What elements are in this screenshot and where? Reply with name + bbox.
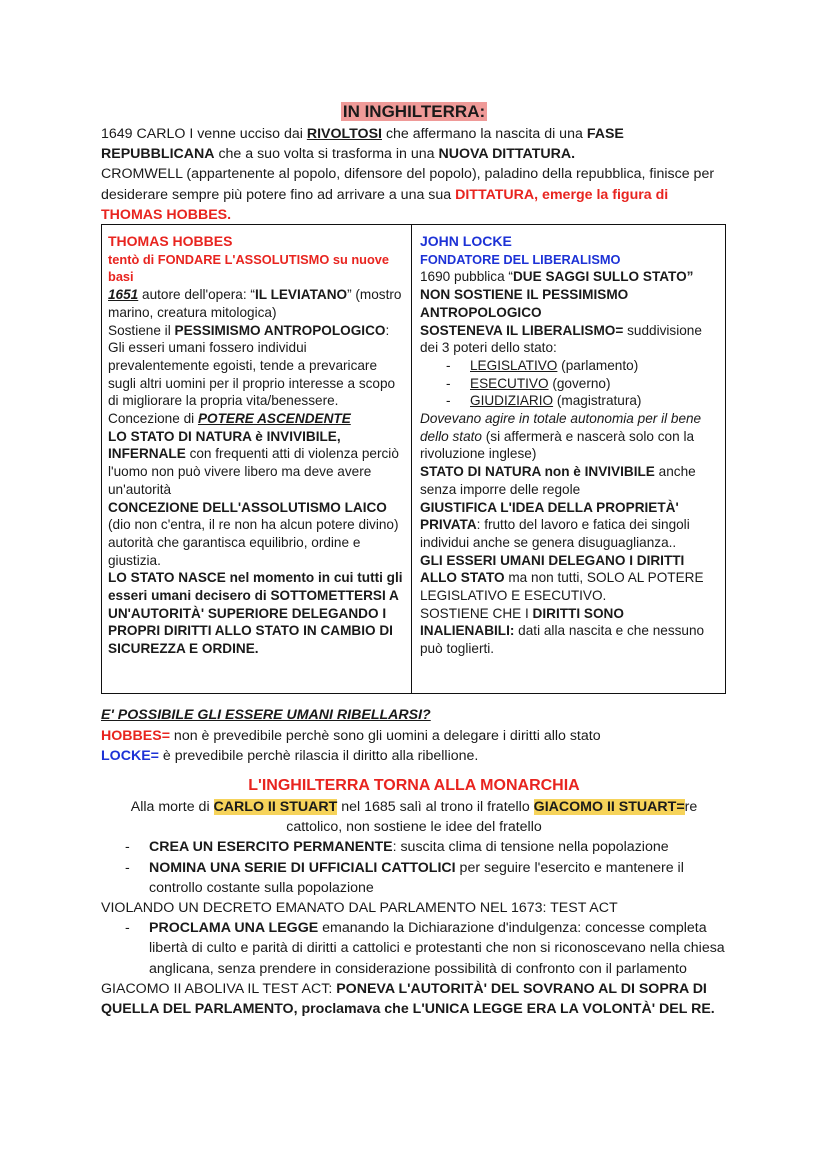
list-item: - NOMINA UNA SERIE DI UFFICIALI CATTOLICI per seguire l'esercito e mantenere il controllo costante sulla popolazione: [101, 858, 727, 898]
hobbes-name: THOMAS HOBBES: [108, 233, 233, 249]
list-item: - ESECUTIVO (governo): [420, 375, 720, 393]
law-list: [101, 918, 727, 979]
monarchy-heading: L'INGHILTERRA TORNA ALLA MONARCHIA: [248, 777, 580, 794]
list-item: - LEGISLATIVO (parlamento): [420, 357, 720, 375]
hobbes-subtitle: tentò di FONDARE L'ASSOLUTISMO su nuove basi: [108, 251, 390, 285]
locke-name: JOHN LOCKE: [420, 233, 512, 249]
actions-list: [101, 837, 727, 898]
dittatura-highlight: DITTATURA, emerge la figura di THOMAS HOBBES.: [101, 186, 669, 223]
column-divider: [411, 225, 412, 693]
list-item: - CREA UN ESERCITO PERMANENTE: suscita clima di tensione nella popolazione: [101, 837, 727, 857]
monarchy-section: Alla morte di CARLO II STUART nel 1685 salì al trono il fratello GIACOMO II STUART=re cattolico, non sostiene le idee del fratello - CREA UN ESERCITO PERMANENTE: suscita clima di tensione nella popolazione - NOMINA UNA SERIE DI UFFICIALI CATTOLICI per seguire l'esercito e mantenere il controllo costante sulla popolazione VIOLANDO UN DECRETO EMANATO DAL PARLAMENTO NEL 1673: TEST ACT - PROCLAMA UNA LEGGE emanando la Dichiarazione d'indulgenza: concesse completa libertà di culto e parità di diritti a cattolici e protestanti che non si riconoscevano nella chiesa anglicana, senza prendere in considerazione possibilità di confronto con il parlamento GIACOMO II ABOLIVA IL TEST ACT: PONEVA L'AUTORITÀ' DEL SOVRANO AL DI SOPRA DI QUELLA DEL PARLAMENTO, proclamava che L'UNICA LEGGE ERA LA VOLONTÀ' DEL RE.: [101, 797, 727, 1019]
locke-subtitle: FONDATORE DEL LIBERALISMO: [420, 251, 621, 267]
hobbes-column: THOMAS HOBBES tentò di FONDARE L'ASSOLUTISMO su nuove basi 1651 autore dell'opera: “IL LEVIATANO” (mostro marino, creatura mitologica) Sostiene il PESSIMISMO ANTROPOLOGICO: Gli esseri umani fossero individui prevalentemente egoisti, tende a prevaricare sugli altri uomini per il proprio interesse a scopo di migliorare la propria vita/benessere. Concezione di POTERE ASCENDENTE LO STATO DI NATURA è INVIVIBILE, INFERNALE con frequenti atti di violenza perciò l'uomo non può vivere libero ma deve avere un'autorità CONCEZIONE DELL'ASSOLUTISMO LAICO (dio non c'entra, il re non ha alcun potere divino) autorità che garantisca equilibrio, ordine e giustizia. LO STATO NASCE nel momento in cui tutti gli esseri umani decisero di SOTTOMETTERSI A UN'AUTORITÀ' SUPERIORE DELEGANDO I PROPRI DIRITTI ALLO STATO IN CAMBIO DI SICUREZZA E ORDINE.: [108, 233, 403, 657]
rebellion-question: E' POSSIBILE GLI ESSERE UMANI RIBELLARSI?: [101, 707, 431, 723]
locke-column: JOHN LOCKE FONDATORE DEL LIBERALISMO 1690 pubblica “DUE SAGGI SULLO STATO” NON SOSTIENE IL PESSIMISMO ANTROPOLOGICO SOSTENEVA IL LIBERALISMO= suddivisione dei 3 poteri dello stato: - LEGISLATIVO (parlamento) - ESECUTIVO (governo) - GIUDIZIARIO (magistratura) Dovevano agire in totale autonomia per il bene dello stato (si affermerà e nascerà solo con la rivoluzione inglese) STATO DI NATURA non è INVIVIBILE anche senza imporre delle regole GIUSTIFICA L'IDEA DELLA PROPRIETÀ' PRIVATA: frutto del lavoro e fatica dei singoli individui anche se genera disuguaglianza.. GLI ESSERI UMANI DELEGANO I DIRITTI ALLO STATO ma non tutti, SOLO AL POTERE LEGISLATIVO E ESECUTIVO. SOSTIENE CHE I DIRITTI SONO INALIENABILI: dati alla nascita e che nessuno può toglierti.: [420, 233, 720, 658]
page-title: IN INGHILTERRA:: [342, 102, 486, 121]
list-item: - PROCLAMA UNA LEGGE emanando la Dichiarazione d'indulgenza: concesse completa libertà di culto e parità di diritti a cattolici e protestanti che non si riconoscevano nella chiesa anglicana, senza prendere in considerazione possibilità di confronto con il parlamento: [101, 918, 727, 979]
rebellion-section: E' POSSIBILE GLI ESSERE UMANI RIBELLARSI? HOBBES= non è prevedibile perchè sono gli uomini a delegare i diritti allo stato LOCKE= è prevedibile perchè rilascia il diritto alla ribellione.: [101, 705, 727, 767]
intro-paragraph: 1649 CARLO I venne ucciso dai RIVOLTOSI che affermano la nascita di una FASE REPUBBLICANA che a suo volta si trasforma in una NUOVA DITTATURA. CROMWELL (appartenente al popolo, difensore del popolo), paladino della repubblica, finisce per desiderare sempre più potere fino ad arrivare a una sua DITTATURA, emerge la figura di THOMAS HOBBES.: [101, 126, 715, 223]
list-item: - GIUDIZIARIO (magistratura): [420, 392, 720, 410]
rivoltosi-term: RIVOLTOSI: [306, 126, 382, 142]
powers-list: [420, 357, 720, 410]
comparison-table: [101, 224, 726, 694]
